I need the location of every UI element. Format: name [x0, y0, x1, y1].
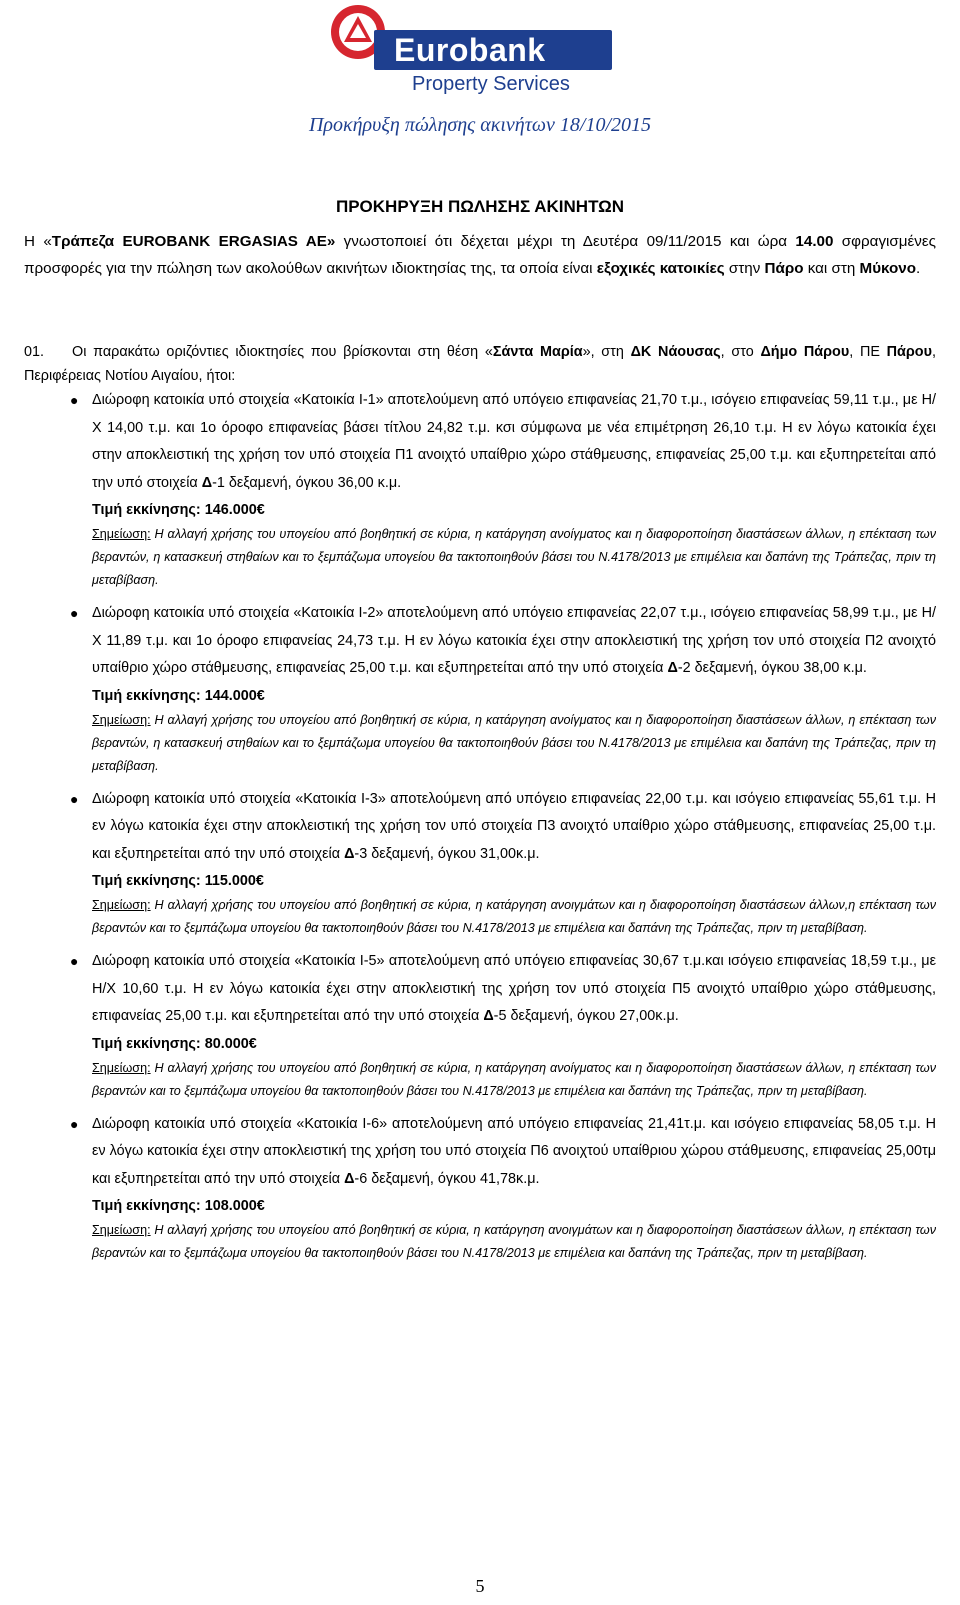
starting-price: Τιμή εκκίνησης: 108.000€ [92, 1198, 265, 1214]
intro-text: στην [724, 260, 765, 277]
property-description [92, 600, 936, 683]
note-label: Σημείωση: [92, 712, 151, 727]
starting-price: Τιμή εκκίνησης: 115.000€ [92, 873, 264, 889]
description-text: Διώροφη κατοικία υπό στοιχεία «Κατοικία Ι-1» αποτελούμενη από υπόγειο επιφανείας 21,70 τ.μ., ισόγειο επιφανείας 59,11 τ.μ., με Η/Χ 14,00 τ.μ. και 1ο όροφο επιφανείας βάσει τίτλου 24,82 τ.μ. κσι σύμφωνα με νέα επιμέτρηση 26,10 τ.μ. Η εν λόγω κατοικία έχει στην αποκλειστική της χρήση τον υπό στοιχεία Π1 ανοιχτό υπαίθριο χώρο στάθμευσης, επιφανείας 25,00 τ.μ. και εξυπηρετείται από την υπό στοιχεία [92, 392, 936, 491]
list-item [70, 786, 936, 941]
tank-code: Δ [344, 845, 355, 862]
list-item [70, 387, 936, 592]
bullet-icon: ● [70, 790, 79, 807]
intro-text: γνωστοποιεί ότι δέχεται μέχρι τη Δευτέρα 09/11/2015 και ώρα [335, 233, 796, 250]
section-text: , στο [720, 344, 761, 360]
note-text: Η αλλαγή χρήσης του υπογείου από βοηθητική σε κύρια, η κατάργηση ανοιγμάτων και η διαφοροποίηση διαστάσεων άλλων,η επέκταση των βεραντών και το ξεμπάζωμα υπογείου θα τακτοποιηθούν βάσει του Ν.4178/2013 με επιμέλεια και δαπάνη της Τράπεζας, πριν τη μεταβίβαση. [92, 898, 936, 935]
intro-paragraph [24, 228, 936, 282]
property-note [92, 1057, 936, 1103]
property-description [92, 786, 936, 869]
bullet-icon: ● [70, 392, 79, 408]
section-municipality: Δήμο Πάρου [760, 344, 850, 360]
intro-bank-name: Τράπεζα EUROBANK ERGASIAS AE» [51, 233, 336, 250]
intro-location-mykonos: Μύκονο [859, 260, 917, 277]
section-regional-unit: Πάρου [886, 344, 932, 360]
logo-subtitle: Property Services [412, 73, 570, 95]
description-text: -3 δεξαμενή, όγκου 31,00κ.μ. [354, 845, 540, 862]
bullet-icon: ● [70, 605, 79, 621]
description-text: -2 δεξαμενή, όγκου 38,00 κ.μ. [677, 660, 867, 676]
intro-property-type: εξοχικές κατοικίες [596, 260, 725, 277]
section-text: , Περιφέρειας Νοτίου Αιγαίου, ήτοι: [24, 344, 936, 384]
logo-wordmark: Eurobank [394, 32, 546, 68]
property-note [92, 523, 936, 592]
section-text: Οι παρακάτω οριζόντιες ιδιοκτησίες που βρίσκονται στη θέση « [72, 344, 493, 360]
tank-code: Δ [483, 1008, 494, 1024]
section-text: », στη [582, 344, 631, 360]
tank-code: Δ [667, 660, 678, 676]
note-text: Η αλλαγή χρήσης του υπογείου από βοηθητική σε κύρια, η κατάργηση ανοίγματος και η διαφοροποίηση διαστάσεων άλλων, η επέκταση των βεραντών και το ξεμπάζωμα υπογείου θα τακτοποιηθούν βάσει του Ν.4178/2013 με επιμέλεια και δαπάνη της Τράπεζας, πριν τη μεταβίβαση. [92, 1060, 936, 1098]
intro-deadline-time: 14.00 [795, 233, 834, 250]
section-community: ΔΚ Νάουσας [630, 344, 721, 360]
note-text: Η αλλαγή χρήσης του υπογείου από βοηθητική σε κύρια, η κατάργηση ανοίγματος και η διαφοροποίηση διαστάσεων άλλων, η επέκταση των βεραντών, η κατασκευή στηθαίων και το ξεμπάζωμα υπογείου θα τακτοποιηθούν βάσει του Ν.4178/2013 με επιμέλεια και δαπάνη της Τράπεζας, πριν τη μεταβίβαση. [92, 527, 936, 587]
tank-code: Δ [201, 474, 213, 491]
intro-text: Η « [24, 233, 52, 250]
starting-price: Τιμή εκκίνησης: 80.000€ [92, 1035, 257, 1052]
property-description [92, 948, 936, 1031]
property-note [92, 709, 936, 778]
intro-text: . [916, 260, 921, 277]
section-location: Σάντα Μαρία [492, 344, 583, 360]
section-01-heading [24, 340, 936, 388]
property-description [92, 1111, 936, 1194]
section-number: 01. [24, 344, 45, 360]
description-text: Διώροφη κατοικία υπό στοιχεία «Κατοικία Ι-5» αποτελούμενη από υπόγειο επιφανείας 30,67 τ.μ.και ισόγειο επιφανείας 18,59 τ.μ., με Η/Χ 10,60 τ.μ. Η εν λόγω κατοικία έχει στην αποκλειστική της χρήση τον υπό στοιχεία Π5 ανοιχτό υπαίθριο χώρο στάθμευσης, επιφανείας 25,00 τ.μ. και εξυπηρετείται από την υπό στοιχεία [92, 953, 936, 1024]
bullet-icon: ● [70, 1115, 79, 1132]
bullet-icon: ● [70, 953, 79, 969]
note-label: Σημείωση: [92, 898, 151, 912]
property-note [92, 1219, 936, 1265]
starting-price: Τιμή εκκίνησης: 144.000€ [92, 687, 265, 704]
list-item [70, 1111, 936, 1266]
intro-location-paros: Πάρο [764, 260, 804, 277]
note-text: Η αλλαγή χρήσης του υπογείου από βοηθητική σε κύρια, η κατάργηση ανοιγμάτων και η διαφοροποίηση διαστάσεων άλλων, η επέκταση των βεραντών και το ξεμπάζωμα υπογείου θα τακτοποιηθούν βάσει του Ν.4178/2013 με επιμέλεια και δαπάνη της Τράπεζας, πριν τη μεταβίβαση. [92, 1223, 936, 1260]
description-text: -5 δεξαμενή, όγκου 27,00κ.μ. [493, 1008, 679, 1024]
page-number: 5 [475, 1576, 485, 1596]
note-label: Σημείωση: [92, 1060, 151, 1075]
header-title: Προκήρυξη πώλησης ακινήτων 18/10/2015 [308, 114, 651, 136]
list-item [70, 600, 936, 778]
property-note [92, 894, 936, 940]
description-text: Διώροφη κατοικία υπό στοιχεία «Κατοικία Ι-6» αποτελούμενη από υπόγειο επιφανείας 21,41τ.μ. και ισόγειο επιφανείας 58,05 τ.μ. Η εν λόγω κατοικία έχει στην αποκλειστική της χρήση του υπό στοιχεία Π6 ανοιχτού υπαίθριου χώρου στάθμευσης, επιφανείας 25,00τμ και εξυπηρετείται από την υπό στοιχεία [92, 1115, 936, 1187]
note-label: Σημείωση: [92, 1223, 151, 1237]
description-text: -6 δεξαμενή, όγκου 41,78κ.μ. [354, 1170, 540, 1187]
intro-text: σφραγισμένες προσφορές για την πώληση των ακολούθων ακινήτων ιδιοκτησίας της, τα οποία είναι [24, 233, 936, 277]
section-text: , ΠΕ [849, 344, 887, 360]
property-list [70, 387, 936, 1265]
list-item [70, 948, 936, 1103]
tank-code: Δ [344, 1170, 355, 1187]
property-description [92, 387, 936, 497]
document-title: ΠΡΟΚΗΡΥΞΗ ΠΩΛΗΣΗΣ ΑΚΙΝΗΤΩΝ [335, 197, 625, 216]
note-label: Σημείωση: [92, 527, 151, 541]
starting-price: Τιμή εκκίνησης: 146.000€ [92, 502, 265, 518]
description-text: -1 δεξαμενή, όγκου 36,00 κ.μ. [212, 474, 402, 491]
description-text: Διώροφη κατοικία υπό στοιχεία «Κατοικία Ι-2» αποτελούμενη από υπόγειο επιφανείας 22,07 τ.μ., ισόγειο επιφανείας 58,99 τ.μ., με Η/Χ 11,89 τ.μ. και 1ο όροφο επιφανείας 24,73 τ.μ. Η εν λόγω κατοικία έχει στην αποκλειστική της χρήση τον υπό στοιχεία Π2 ανοιχτό υπαίθριο χώρο στάθμευσης, επιφανείας 25,00 τ.μ. και εξυπηρετείται από την υπό στοιχεία [92, 605, 936, 676]
note-text: Η αλλαγή χρήσης του υπογείου από βοηθητική σε κύρια, η κατάργηση ανοίγματος και η διαφοροποίηση διαστάσεων άλλων, η επέκταση των βεραντών, η κατασκευή στηθαίων και το ξεμπάζωμα υπογείου θα τακτοποιηθούν βάσει του Ν.4178/2013 με επιμέλεια και δαπάνη της Τράπεζας, πριν τη μεταβίβαση. [92, 712, 936, 773]
description-text: Διώροφη κατοικία υπό στοιχεία «Κατοικία Ι-3» αποτελούμενη από υπόγειο επιφανείας 22,00 τ.μ. και ισόγειο επιφανείας 55,61 τ.μ. Η εν λόγω κατοικία έχει στην αποκλειστική της χρήση τον υπό στοιχεία Π3 ανοιχτό υπαίθριο χώρο στάθμευσης, επιφανείας 25,00 τ.μ. και εξυπηρετείται από την υπό στοιχεία [92, 790, 936, 862]
eurobank-logo [320, 2, 620, 102]
intro-text: και στη [803, 260, 860, 277]
